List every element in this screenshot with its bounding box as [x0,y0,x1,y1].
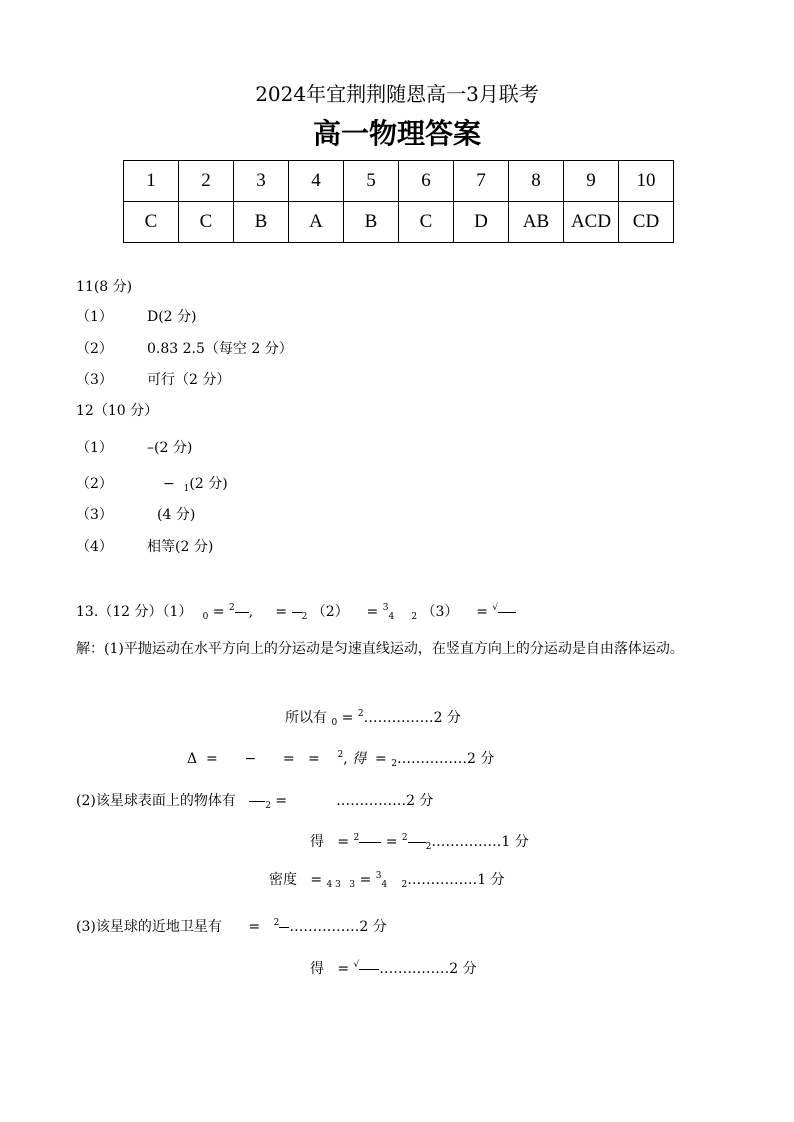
table-cell: AB [509,202,564,243]
table-cell: CD [619,202,674,243]
q12-title: 12（10 分） [76,403,159,419]
q13-dots: ……………2 分 [396,751,495,767]
table-row-answers [124,202,674,243]
q11-item-label: （2） [76,341,113,357]
q13-title: 13.（12 分）（1） [76,604,193,620]
q13-part3-lead: (3)该星球的近地卫星有 [76,919,222,935]
table-cell: B [234,202,289,243]
q13-step: Δ = − = = $^2$, 得 = $_2$……………2 分 [187,750,495,769]
table-cell: 7 [454,161,509,202]
table-cell: 1 [124,161,179,202]
q12-item-text: –(2 分) [147,440,193,456]
q13-dots: ……………1 分 [431,834,529,850]
q13-part2-lead: (2)该星球表面上的物体有 [76,793,236,809]
q13-step: 所以有 $_0$ = $^2$……………2 分 [285,709,461,728]
exam-title: 2024年宜荆荆随恩高一3月联考 [255,82,539,106]
table-cell: C [179,202,234,243]
answer-table [123,160,674,243]
q13-solution-intro: 解：(1)平抛运动在水平方向上的分运动是匀速直线运动，在竖直方向上的分运动是自由落体运动。 [76,641,684,657]
q13-so-have: 所以有 [285,710,327,726]
table-cell: 8 [509,161,564,202]
q13-part2: （2） [311,604,349,620]
table-cell: ACD [564,202,619,243]
document-title: 高一物理答案 [312,117,481,150]
q11-item-label: （3） [76,372,113,388]
table-cell: B [344,202,399,243]
q13-dots: ……………2 分 [363,710,461,726]
q11-title: 11(8 分) [76,279,133,295]
q12-item-value: (2 分) [154,440,193,456]
table-cell: C [124,202,179,243]
q13-step: 密度 = $_{4 3 3}$ = $^3_{4 2}$……………1 分 [269,871,505,890]
q13-answer-line: 13.（12 分）（1） $_0$ = $^2$ , = $_2$ （2） = $^3_{4 2}$ （3） = √ [76,601,516,622]
q13-dots: ……………2 分 [336,793,434,809]
q11-item-text: 可行（2 分） [147,372,231,388]
table-cell: 5 [344,161,399,202]
q13-dots: ……………2 分 [379,961,477,977]
q12-item-text: (4 分) [157,507,196,523]
q13-part3: （3） [421,604,459,620]
table-cell: 2 [179,161,234,202]
q13-step: (2)该星球表面上的物体有 $_2$ = ……………2 分 [76,793,434,811]
q13-step: (3)该星球的近地卫星有 = $^2$ ……………2 分 [76,918,387,935]
q12-item-label: （3） [76,507,113,523]
q11-item-label: （1） [76,309,113,325]
q11-item-text: D(2 分) [147,309,197,325]
q12-item-label: （1） [76,440,113,456]
table-cell: A [289,202,344,243]
q13-dots: ……………2 分 [289,919,387,935]
q13-de: 得 [310,834,324,850]
table-cell: 3 [234,161,289,202]
q12-item-text: − $_1$(2 分) [163,476,228,494]
table-row-numbers [124,161,674,202]
q12-item-text: 相等(2 分) [147,539,214,555]
table-cell: D [454,202,509,243]
table-cell: 9 [564,161,619,202]
table-cell: 10 [619,161,674,202]
table-cell: 4 [289,161,344,202]
q12-item-value: (2 分) [189,476,228,492]
table-cell: C [399,202,454,243]
q13-step: 得 = $^2$ = $^2_2$……………1 分 [310,833,529,852]
q13-de: 得 [310,961,324,977]
q13-density: 密度 [269,872,297,888]
q13-dots: ……………1 分 [407,872,505,888]
q12-item-label: （2） [76,476,113,492]
q13-step: 得 = √ ……………2 分 [310,960,477,977]
q13-de-inline: 得 [352,751,367,767]
q12-item-label: （4） [76,539,113,555]
table-cell: 6 [399,161,454,202]
q11-item-text: 0.83 2.5（每空 2 分） [147,341,293,357]
